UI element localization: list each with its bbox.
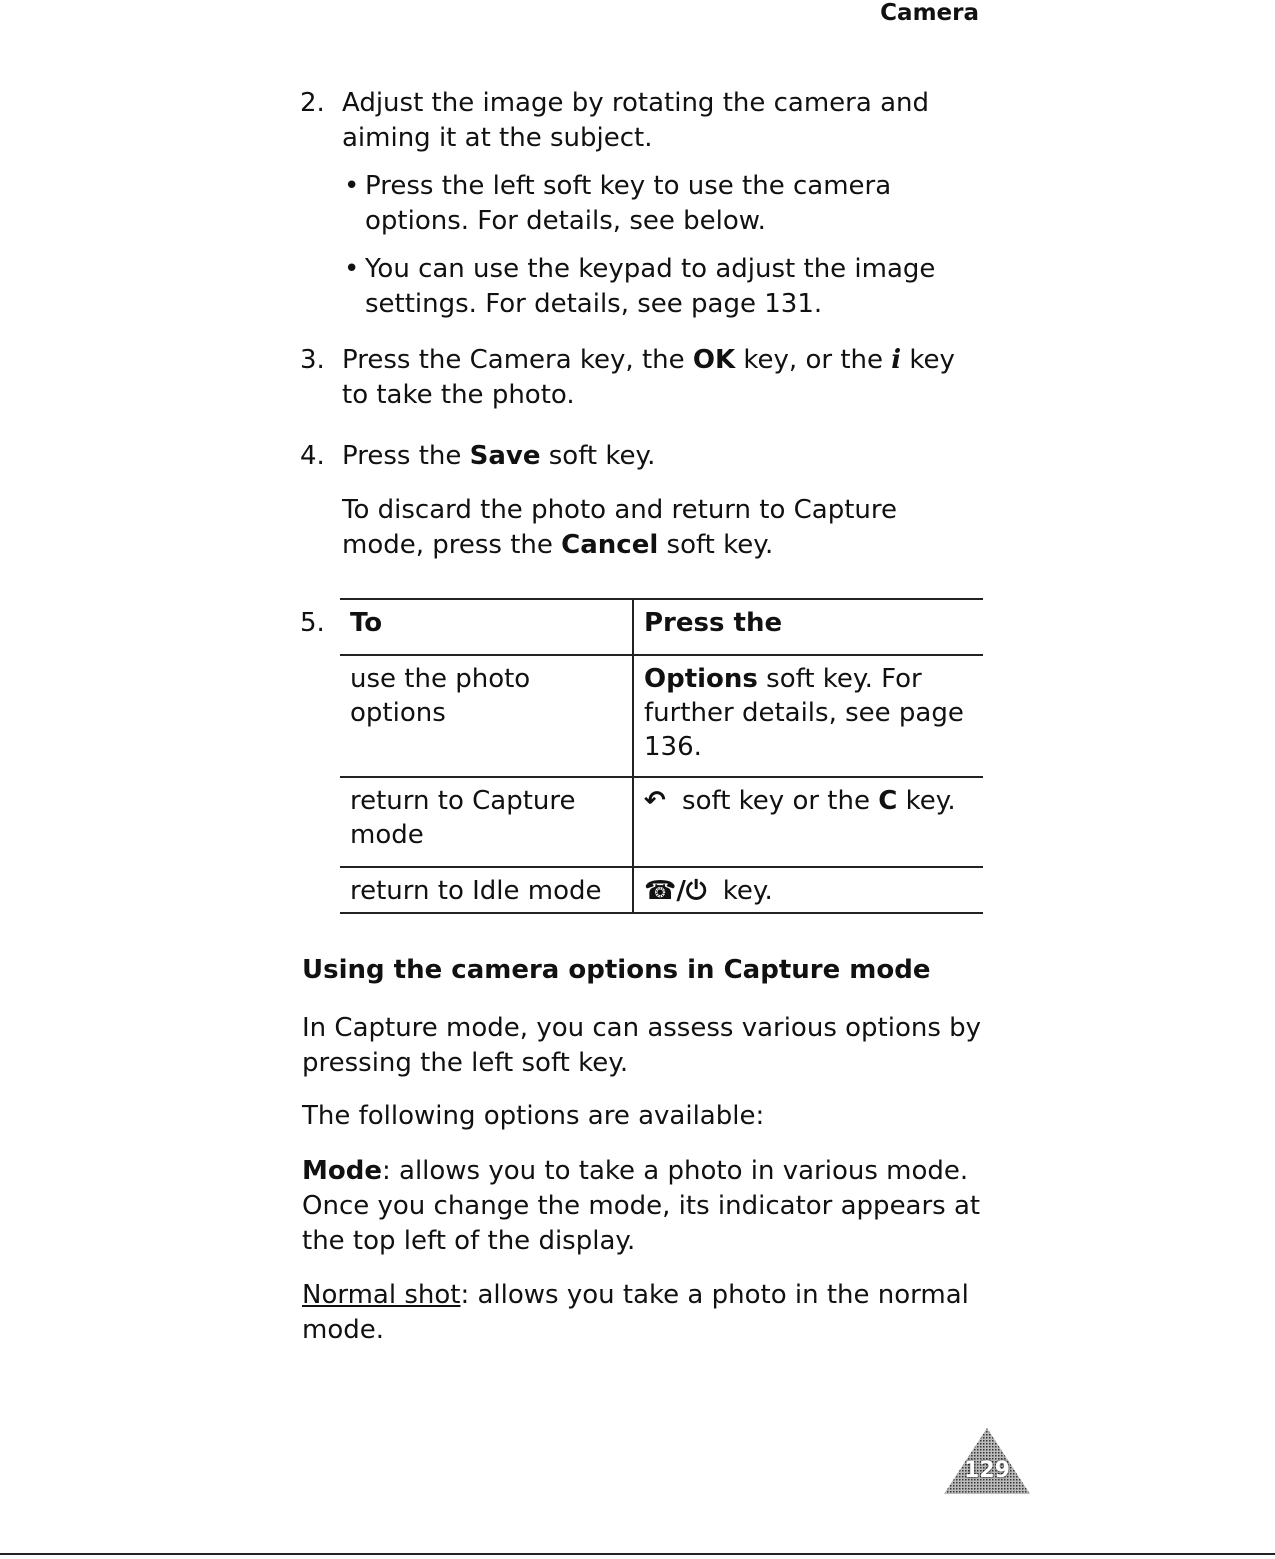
note-text: soft key.: [658, 530, 774, 560]
back-soft-key-icon: ↶: [644, 786, 666, 816]
cell-text: key.: [897, 786, 956, 816]
cell-text: soft key. For further details, see page 136.: [644, 664, 964, 762]
step-text: key, or the: [735, 345, 892, 375]
table-cell-press: [633, 777, 983, 867]
paragraph-normal-shot: [302, 1278, 992, 1348]
step-text: Press the Camera key, the: [342, 345, 693, 375]
step-text: soft key.: [540, 441, 656, 471]
table-cell-to: return to Idle mode: [340, 867, 633, 913]
page-number-badge: [944, 1428, 1030, 1494]
page-number: 129: [964, 1458, 1010, 1483]
note-text: To discard the photo and return to Capture mode, press the: [342, 495, 898, 560]
info-key-icon: i: [891, 345, 902, 375]
normal-shot-label: Normal shot: [302, 1280, 461, 1310]
mode-label: Mode: [302, 1156, 382, 1186]
options-key-label: Options: [644, 664, 758, 694]
cancel-key-label: Cancel: [561, 530, 659, 560]
step-number: 2.: [300, 88, 325, 118]
paragraph-text: : allows you take a photo in the normal mode.: [302, 1280, 969, 1345]
table-cell-to: use the photo options: [340, 655, 633, 777]
table-row: [340, 867, 983, 913]
step-number: 5.: [300, 608, 325, 638]
column-header-to: To: [340, 599, 633, 655]
step-number: 3.: [300, 345, 325, 375]
paragraph: The following options are available:: [302, 1101, 765, 1131]
action-table: [340, 598, 983, 914]
page-header-section: Camera: [880, 0, 979, 26]
save-key-label: Save: [469, 441, 541, 471]
end-power-key-icon: ☎/⏻: [644, 876, 707, 906]
paragraph: In Capture mode, you can assess various options by pressing the left soft key.: [302, 1013, 982, 1078]
section-heading: Using the camera options in Capture mode: [302, 955, 931, 985]
column-header-press: Press the: [633, 599, 983, 655]
step-note: [342, 493, 982, 563]
table-cell-to: return to Capture mode: [340, 777, 633, 867]
c-key-label: C: [878, 786, 898, 816]
cell-text: soft key or the: [673, 786, 879, 816]
table-row: [340, 655, 983, 777]
table-cell-press: [633, 655, 983, 777]
table-cell-press: [633, 867, 983, 913]
cell-text: key.: [714, 876, 773, 906]
paragraph-mode: [302, 1154, 992, 1259]
table-header-row: [340, 599, 983, 655]
bullet-item: • Press the left soft key to use the camera options. For details, see below.: [342, 169, 982, 239]
bullet-item: • You can use the keypad to adjust the image settings. For details, see page 131.: [342, 252, 982, 322]
step-text: Adjust the image by rotating the camera and aiming it at the subject.: [342, 88, 929, 153]
ok-key-label: OK: [692, 345, 736, 375]
step-text: key to take the photo.: [342, 345, 955, 410]
paragraph-text: : allows you to take a photo in various mode. Once you change the mode, its indicator appears at the top left of the display.: [302, 1156, 981, 1256]
table-row: [340, 777, 983, 867]
step-text: Press the: [342, 441, 470, 471]
step-number: 4.: [300, 441, 325, 471]
bottom-rule: [0, 1553, 1275, 1555]
